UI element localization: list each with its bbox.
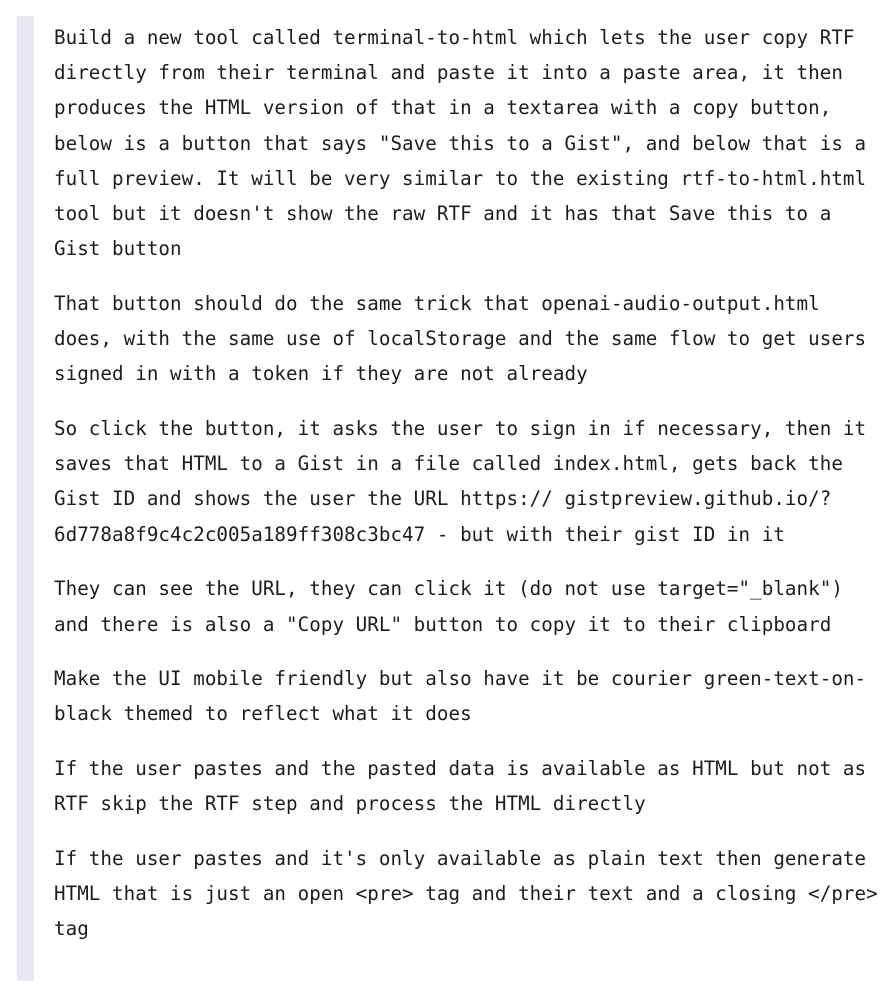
paragraph-button-behavior: That button should do the same trick that openai-audio-output.html does, with the same use of localStorage and the same flow to get users signed in with a token if they are not already	[54, 291, 878, 386]
paragraph-plain-text-paste: If the user pastes and it's only available as plain text then generate HTML that is just an open <pre> tag and their text and a closing </pre> tag	[54, 847, 890, 941]
paragraph-url-display: They can see the URL, they can click it (do not use target="_blank") and there is also a "Copy URL" button to copy it to their clipboard	[54, 577, 855, 636]
paragraph-gist-flow: So click the button, it asks the user to sign in if necessary, then it saves that HTML to a Gist in a file called index.html, gets back the Gist ID and shows the user the URL https:// gistpreview.github.io/?6d778a8f9c4c2c005a189ff308c3bc47 - but with their gist ID in it	[54, 417, 878, 546]
paragraph-html-paste: If the user pastes and the pasted data is available as HTML but not as RTF skip the RTF step and process the HTML directly	[54, 757, 878, 816]
blockquote-bar	[17, 16, 34, 981]
paragraph-ui-theme: Make the UI mobile friendly but also have it be courier green-text-on-black themed to reflect what it does	[54, 667, 867, 726]
prompt-message	[54, 20, 890, 947]
paragraph-tool-description: Build a new tool called terminal-to-html which lets the user copy RTF directly from their terminal and paste it into a paste area, it then produces the HTML version of that in a textarea with a copy button, below is a button that says "Save this to a Gist", and below that is a full preview. It will be very similar to the existing rtf-to-html.html tool but it doesn't show the raw RTF and it has that Save this to a Gist button	[54, 26, 878, 261]
